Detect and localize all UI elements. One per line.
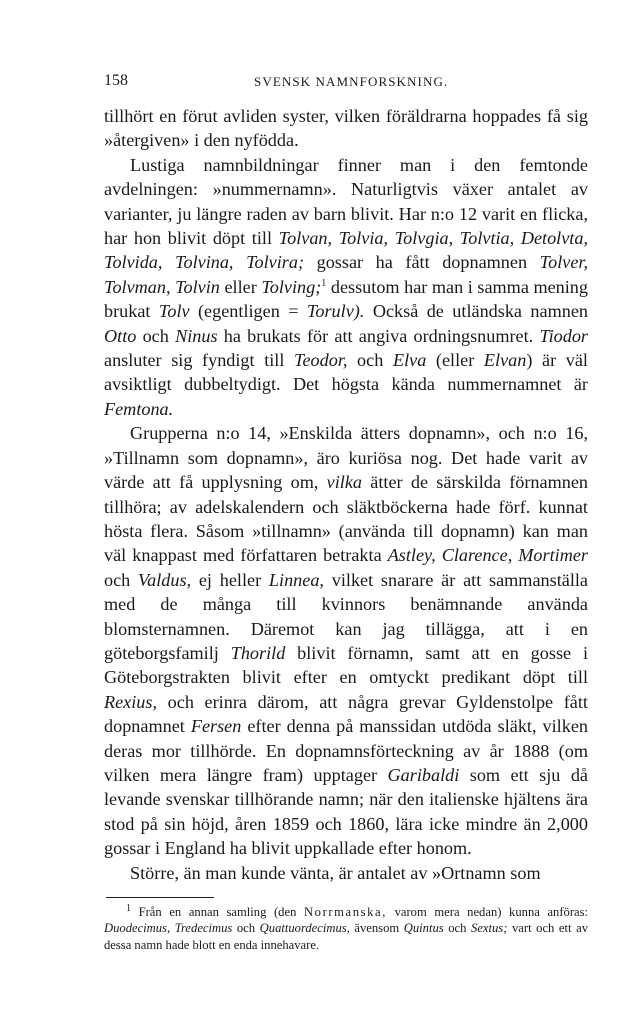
text-run: och [443,921,472,936]
text-run: vilket snarare är att sammanställa med de många till kvinnors benämnande använda blomsternamnen. Däremot kan jag tillägga, att i en göteborgsfamilj [104,569,588,663]
italic-name: Valdus, [138,569,192,590]
italic-name: Quattuordecimus, [259,921,350,936]
text-run: ha brukats för att angiva ordningsnumret. [217,325,540,346]
text-run: blivit förnamn, samt att en gosse i Göteborgstrakten blivit efter en omtyckt predikant döpt till [104,642,588,688]
paragraph-nummernamn [104,153,588,421]
text-run: (eller [426,350,484,371]
footnote [104,904,588,953]
text-run: ej heller [191,569,269,590]
text-run: och [232,921,260,936]
italic-name: Teodor, [294,350,348,371]
italic-name: Tiodor [539,325,588,346]
italic-name: Sextus; [471,921,508,936]
italic-name: Thorild [230,642,286,663]
italic-name: Ninus [175,325,218,346]
italic-name: Torulv). [306,301,365,322]
text-run: Större, än man kunde vänta, är antalet av »Ortnamn som [130,862,541,883]
text-run: ätter de särskilda förnamnen tillhöra; av adelskalendern och släktböckerna hade förf. kunnat hösta flera. Såsom »tillnamn» (använda till dopnamn) kan man väl knappast med författaren betrakta [104,472,589,566]
spaced-name: Norrmanska, [303,905,387,919]
text-run: och [104,569,139,590]
text-run: tillhört en förut avliden syster, vilken föräldrarna hoppades få sig »återgiven» i den nyfödda. [104,106,588,151]
text-run: ) är väl avsiktligt dubbeltydigt. Det högsta kända nummernamnet är [104,350,588,395]
italic-name: Tolving; [261,276,322,297]
text-run: efter denna på manssidan utdöda släkt, vilken deras mor tillhörde. En dopnamnsförteckning av år 1888 (om vilken mera längre fram) upptager [104,716,588,785]
italic-name: Tolver, Tolvman, Tolvin [104,252,588,297]
text-run: ävensom [349,921,404,936]
italic-name: Astley, Clarence, Mortimer [387,545,588,566]
italic-name: Otto [104,325,137,346]
text-run: eller [219,276,262,297]
text-run: och [136,325,176,346]
text-run: och [347,350,393,371]
footnote-marker: 1 [321,277,327,289]
text-run: dessutom har man i samma mening brukat [104,276,588,322]
page-header [104,72,588,96]
text-run: Grupperna n:o 14, »Enskilda ätters dopnamn», och n:o 16, »Tillnamn som dopnamn», äro kuriösa nog. Det hade varit av värde att få upplysning om, [104,423,588,493]
italic-name: vilka [326,472,363,493]
text-run: Lustiga namnbildningar finner man i den femtonde avdelningen: »nummernamn». Naturligtvis växer antalet av varianter, ju längre raden av barn blivit. Har n:o 12 varit en flicka, har hon blivit döpt till [104,154,588,249]
text-run: Från en annan samling (den [131,905,304,919]
footnote-text [104,904,588,953]
italic-name: Linnea, [268,569,324,590]
italic-name: Duodecimus, Tredecimus [104,921,233,936]
text-run: gossar ha fått dopnamnen [304,252,540,273]
running-title: SVENSK NAMNFORSKNING. [254,74,449,89]
italic-name: Elvan [483,350,527,371]
paragraph-grupperna [104,421,588,860]
italic-name: Elva [392,350,427,371]
italic-name: Femtona. [104,398,174,419]
body-text [104,104,588,885]
italic-name: Rexius, [104,691,158,712]
italic-name: Garibaldi [387,764,460,785]
text-run: och erinra därom, att några grevar Gyldenstolpe fått dopnamnet [104,691,588,737]
paragraph-continued [104,104,588,153]
page-number: 158 [104,72,128,89]
italic-name: Tolv [158,301,190,322]
text-run: ansluter sig fyndigt till [104,350,295,371]
footnote-marker: 1 [126,902,131,914]
italic-name: Quintus [403,921,444,936]
book-page [104,72,588,953]
text-run: (egentligen = [189,301,307,322]
text-run: vart och ett av dessa namn hade blott en enda innehavare. [104,921,588,952]
footnote-divider [106,897,214,898]
text-run: varom mera nedan) kunna anföras: [386,905,589,919]
italic-name: Tolvan, Tolvia, Tolvgia, Tolvtia, Detolvta, Tolvida, Tolvina, Tolvira; [104,228,589,273]
text-run: Också de utländska namnen [364,301,588,322]
italic-name: Fersen [190,716,242,737]
text-run: som ett sju då levande svenskar tillhörande namn; när den italienske hjältens ära stod på sin höjd, åren 1859 och 1860, lära icke mindre än 2,000 gossar i England ha blivit uppkallade efter honom. [104,764,588,859]
paragraph-ortnamn [104,861,588,885]
